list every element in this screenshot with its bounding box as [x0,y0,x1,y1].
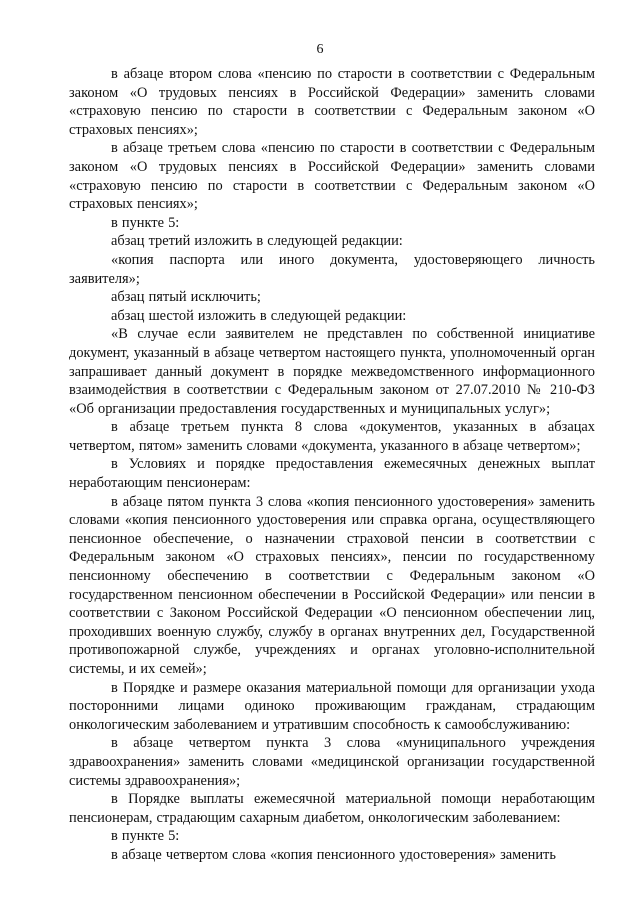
paragraph: в Порядке и размере оказания материальной помощи для организации ухода посторонними лицами одиноко проживающим гражданам, страдающим онкологическим заболеванием и утратившим способность к самообслуживанию: [69,679,595,733]
paragraph: в абзаце третьем слова «пенсию по старости в соответствии с Федеральным законом «О трудовых пенсиях в Российской Федерации» заменить словами «страховую пенсию по старости в соответствии с Федеральным законом «О страховых пенсиях»; [69,140,595,213]
paragraph: в абзаце третьем пункта 8 слова «документов, указанных в абзацах четвертом, пятом» заменить словами «документа, указанного в абзаце четвертом»; [69,419,595,454]
paragraph: «копия паспорта или иного документа, удостоверяющего личность заявителя»; [69,251,595,287]
paragraph: в пункте 5: [111,214,180,231]
paragraph: абзац пятый исключить; [111,289,261,306]
paragraph: абзац шестой изложить в следующей редакции: [111,307,407,324]
document-body [69,65,595,865]
paragraph: в Условиях и порядке предоставления ежемесячных денежных выплат неработающим пенсионерам: [69,456,595,492]
paragraph: в пункте 5: [111,828,180,845]
paragraph: абзац третий изложить в следующей редакции: [111,233,403,250]
paragraph: в абзаце втором слова «пенсию по старости в соответствии с Федеральным законом «О трудовых пенсиях в Российской Федерации» заменить словами «страховую пенсию по старости в соответствии с Федеральным законом «О страховых пенсиях»; [69,66,595,138]
paragraph: «В случае если заявителем не представлен по собственной инициативе документ, указанный в абзаце четвертом настоящего пункта, уполномоченный орган запрашивает данный документ в порядке межведомственного информационного взаимодействия в соответствии с Федеральным законом от 27.07.2010 № 210-ФЗ «Об организации предоставления государственных и муниципальных услуг»; [69,326,595,417]
paragraph: в абзаце четвертом пункта 3 слова «муниципального учреждения здравоохранения» заменить словами «медицинской организации государственной системы здравоохранения»; [69,735,595,789]
paragraph: в абзаце четвертом слова «копия пенсионного удостоверения» заменить [111,846,556,863]
page-number: 6 [316,42,324,57]
paragraph: в абзаце пятом пункта 3 слова «копия пенсионного удостоверения» заменить словами «копия пенсионного удостоверения или справка органа, осуществляющего пенсионное обеспечение, о назначении страховой пенсии в соответствии с Федеральным законом «О страховых пенсиях», пенсии по государственному пенсионному обеспечению в соответствии с Федеральным законом «О государственном пенсионном обеспечении в Российской Федерации» или пенсии в соответствии с Законом Российской Федерации «О пенсионном обеспечении лиц, проходивших военную службу, службу в органах внутренних дел, Государственной противопожарной службе, учреждениях и органах уголовно-исполнительной системы, и их семей»; [69,493,595,677]
paragraph: в Порядке выплаты ежемесячной материальной помощи неработающим пенсионерам, страдающим сахарным диабетом, онкологическим заболеванием: [69,791,595,826]
